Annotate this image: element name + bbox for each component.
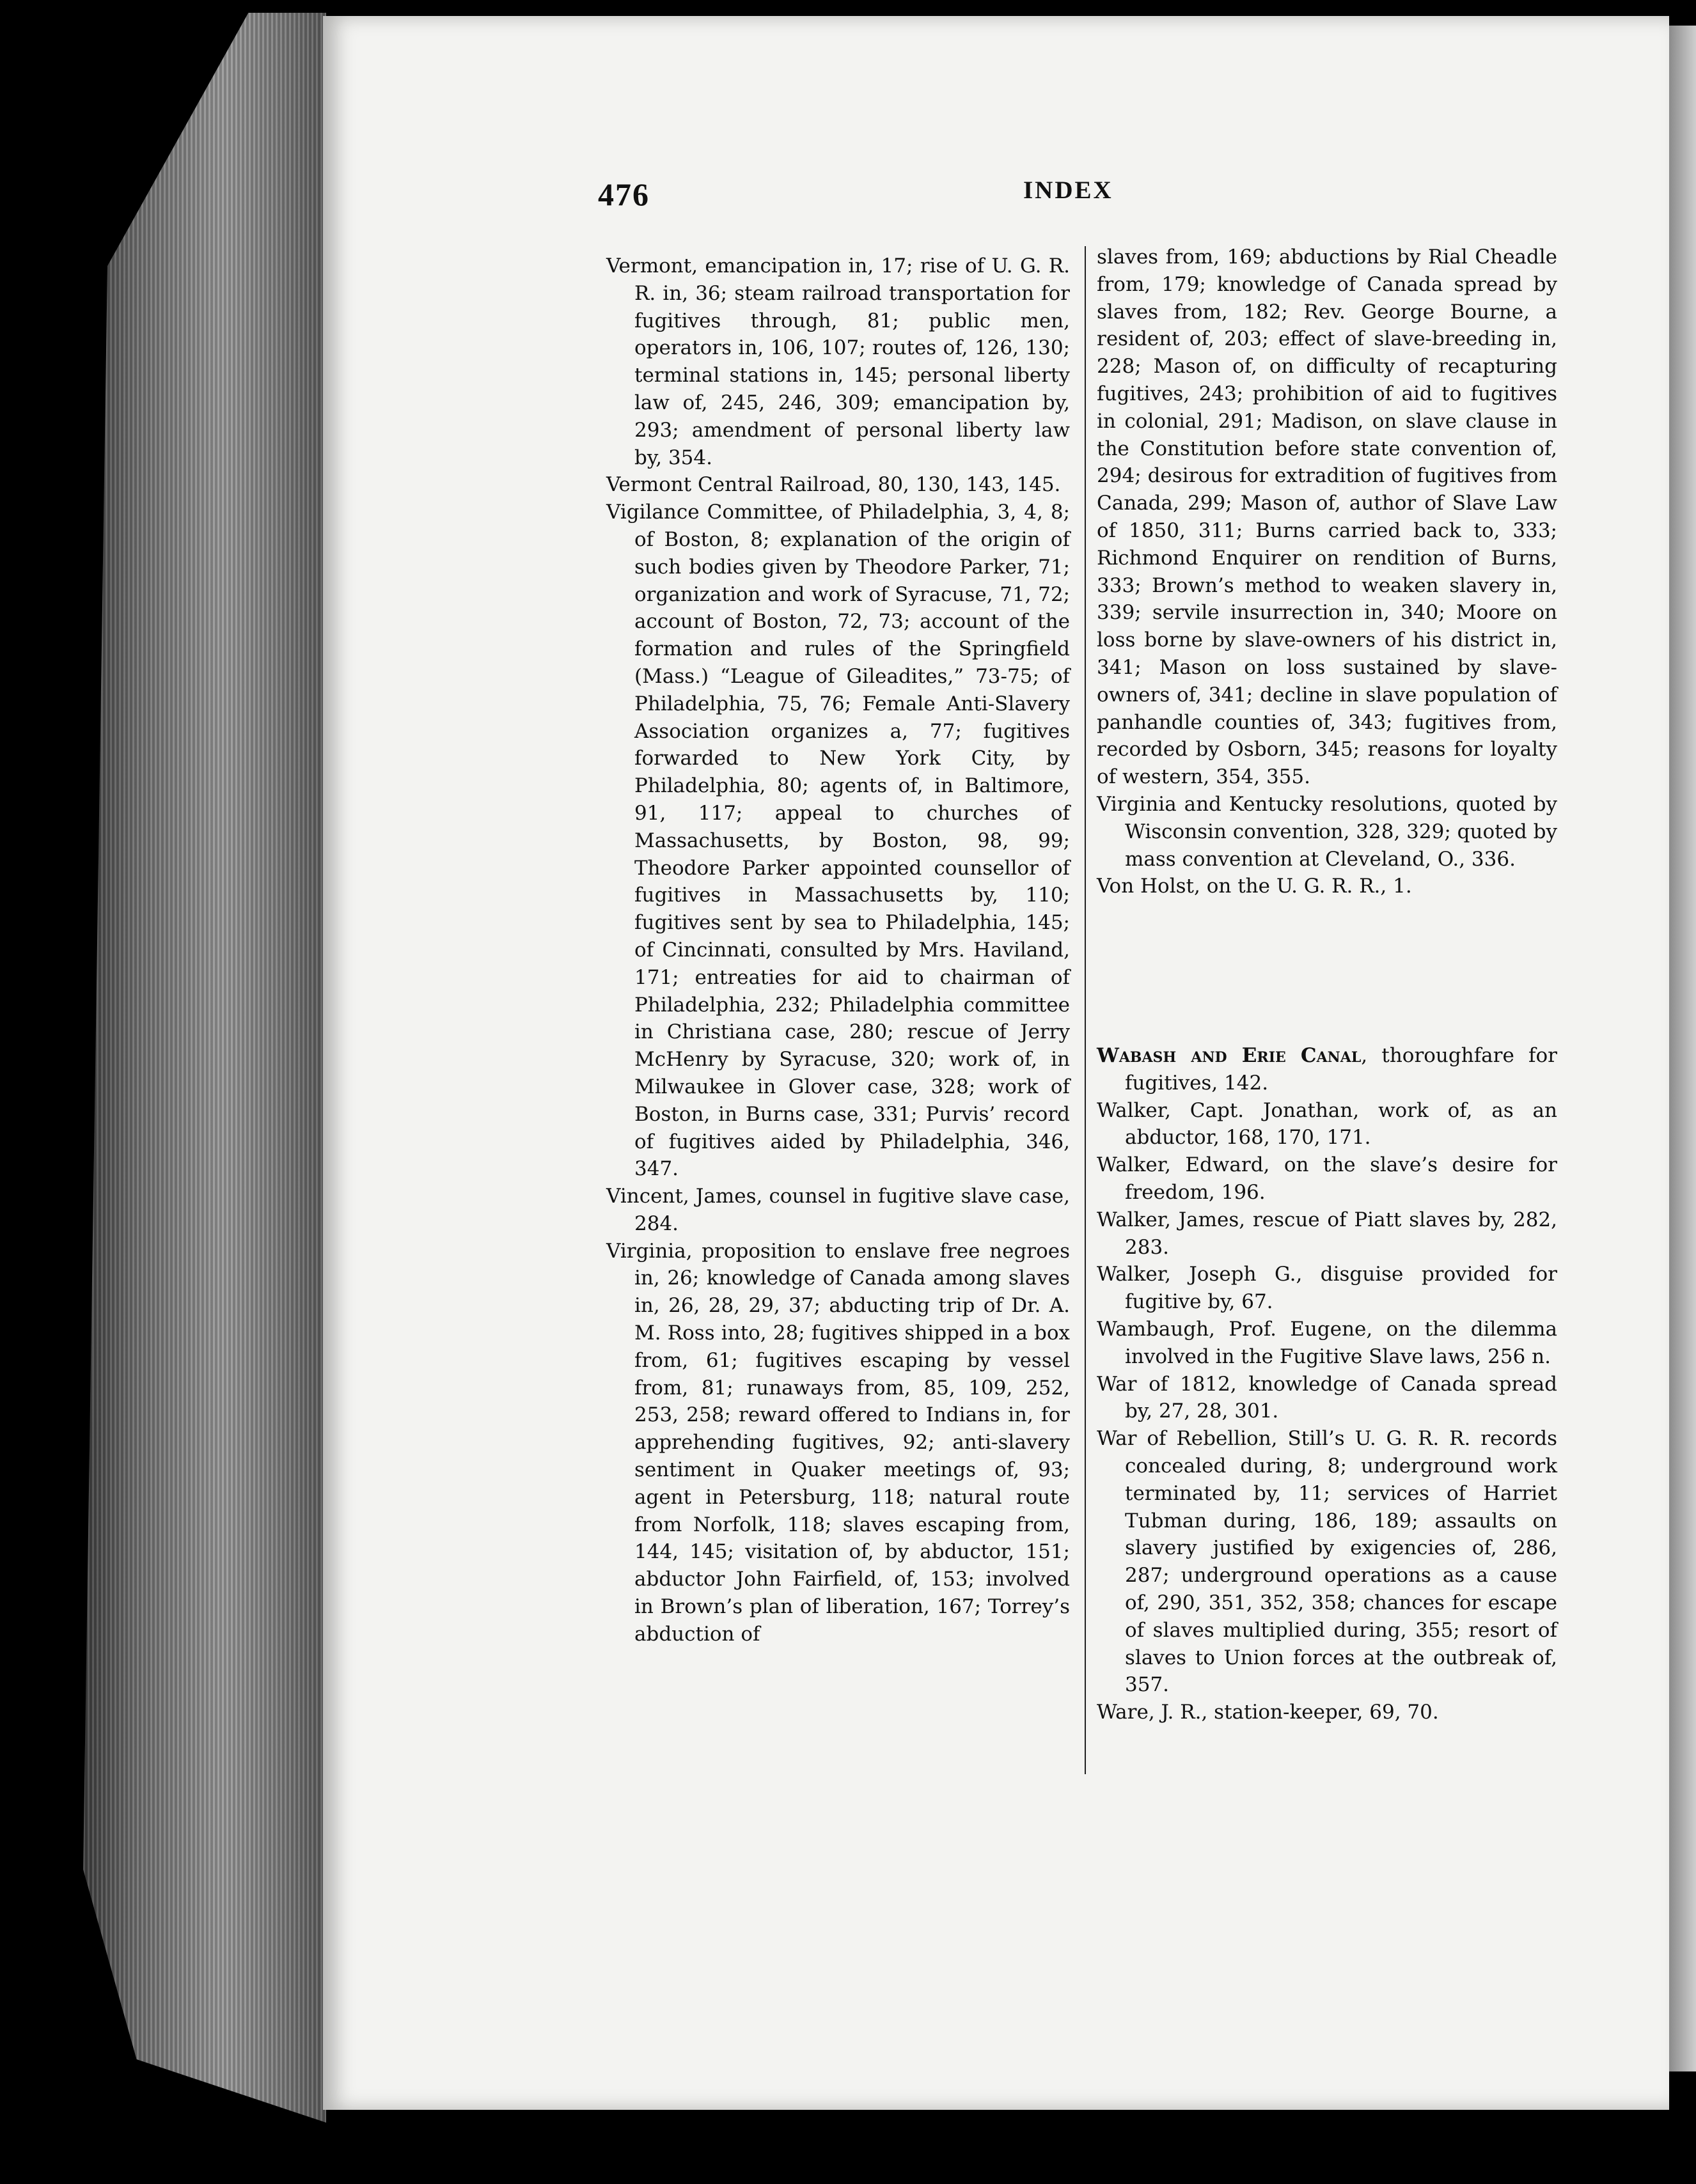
wabash-entry-text: , thoroughfare for fugitives, 142. (1125, 1044, 1557, 1095)
index-entry-war-of-rebellion: War of Rebellion, Still’s U. G. R. R. records concealed during, 8; underground work terminated by, 11; services of Harriet Tubman during, 186, 189; assaults on slavery justified by exigencies of, 286, 287; underground operations as a cause of, 290, 351, 352, 358; chances for escape of slaves multiplied during, 355; resort of slaves to Union forces at the outbreak of, 357. (1097, 1427, 1557, 1697)
index-entry-virginia: Virginia, proposition to enslave free negroes in, 26; knowledge of Canada among slaves in, 26, 28, 29, 37; abducting trip of Dr. A. M. Ross into, 28; fugitives shipped in a box from, 61; fugitives escaping by vessel from, 81; runaways from, 85, 109, 252, 253, 258; reward offered to Indians in, for apprehending fugitives, 92; anti-slavery sentiment in Quaker meetings of, 93; agent in Petersburg, 118; natural route from Norfolk, 118; slaves escaping from, 144, 145; visitation of, by abductor, 151; abductor John Fairfield, of, 153; involved in Brown’s plan of liberation, 167; Torrey’s abduction of (606, 1239, 1070, 1646)
index-entry-walker-jonathan: Walker, Capt. Jonathan, work of, as an abductor, 168, 170, 171. (1097, 1098, 1557, 1150)
index-entry-vermont-central-railroad: Vermont Central Railroad, 80, 130, 143, 145. (606, 473, 1061, 497)
column-divider (1085, 246, 1086, 1774)
book-page-edges (83, 13, 326, 2123)
index-entry-virginia-continued: slaves from, 169; abductions by Rial Cheadle from, 179; knowledge of Canada spread by slaves from, 182; Rev. George Bourne, a resident of, 203; effect of slave-breeding in, 228; Mason of, on difficulty of recapturing fugitives, 243; prohibition of aid to fugitives in colonial, 291; Madison, on slave clause in the Constitution before state convention of, 294; desirous for extradition of fugitives from Canada, 299; Mason of, author of Slave Law of 1850, 311; Burns carried back to, 333; Richmond Enquirer on rendition of Burns, 333; Brown’s method to weaken slavery in, 339; servile insurrection in, 340; Moore on loss borne by slave-owners of his district in, 341; Mason on loss sustained by slave-owners of, 341; decline in slave population of panhandle counties of, 343; fugitives from, recorded by Osborn, 345; reasons for loyalty of western, 354, 355. (1097, 246, 1557, 789)
section-heading-wabash-erie-canal: Wabash and Erie Canal (1097, 1044, 1362, 1067)
right-index-column-top (1097, 244, 1557, 900)
index-entry-von-holst: Von Holst, on the U. G. R. R., 1. (1097, 875, 1412, 898)
right-index-column-w-section (1097, 1042, 1557, 1726)
index-entry-walker-joseph: Walker, Joseph G., disguise provided for fugitive by, 67. (1097, 1263, 1557, 1314)
left-index-column (606, 253, 1070, 1648)
index-entry-vigilance-committee: Vigilance Committee, of Philadelphia, 3, 4, 8; of Boston, 8; explanation of the origin of such bodies given by Theodore Parker, 71; organization and work of Syracuse, 71, 72; account of Boston, 72, 73; account of the formation and rules of the Springfield (Mass.) “League of Gileadites,” 73-75; of Philadelphia, 75, 76; Female Anti-Slavery Association organizes a, 77; fugitives forwarded to New York City, by Philadelphia, 80; agents of, in Baltimore, 91, 117; appeal to churches of Massachusetts, by Boston, 98, 99; Theodore Parker appointed counsellor of fugitives in Massachusetts by, 110; fugitives sent by sea to Philadelphia, 145; of Cincinnati, consulted by Mrs. Haviland, 171; entreaties for aid to chairman of Philadelphia, 232; Philadelphia committee in Christiana case, 280; rescue of Jerry McHenry by Syracuse, 320; work of, in Milwaukee in Glover case, 328; work of Boston, in Burns case, 331; Purvis’ record of fugitives aided by Philadelphia, 346, 347. (606, 501, 1070, 1181)
index-entry-walker-james: Walker, James, rescue of Piatt slaves by, 282, 283. (1097, 1208, 1557, 1259)
facing-page-edge (1669, 26, 1696, 2071)
index-entry-vincent-james: Vincent, James, counsel in fugitive slave case, 284. (606, 1185, 1070, 1235)
page-number: 476 (598, 176, 650, 212)
index-entry-ware: Ware, J. R., station-keeper, 69, 70. (1097, 1701, 1439, 1724)
index-entry-virginia-kentucky-resolutions: Virginia and Kentucky resolutions, quoted by Wisconsin convention, 328, 329; quoted by mass convention at Cleveland, O., 336. (1097, 792, 1557, 871)
index-entry-vermont: Vermont, emancipation in, 17; rise of U. G. R. R. in, 36; steam railroad transportation for fugitives through, 81; public men, operators in, 106, 107; routes of, 126, 130; terminal stations in, 145; personal liberty law of, 245, 246, 309; emancipation by, 293; amendment of personal liberty law by, 354. (606, 254, 1070, 469)
index-entry-wambaugh: Wambaugh, Prof. Eugene, on the dilemma involved in the Fugitive Slave laws, 256 n. (1097, 1317, 1557, 1368)
index-entry-wabash-erie-canal (1097, 1042, 1557, 1097)
running-head: INDEX (1023, 176, 1113, 204)
index-entry-war-of-1812: War of 1812, knowledge of Canada spread by, 27, 28, 301. (1097, 1372, 1557, 1423)
index-entry-walker-edward: Walker, Edward, on the slave’s desire for freedom, 196. (1097, 1153, 1557, 1204)
